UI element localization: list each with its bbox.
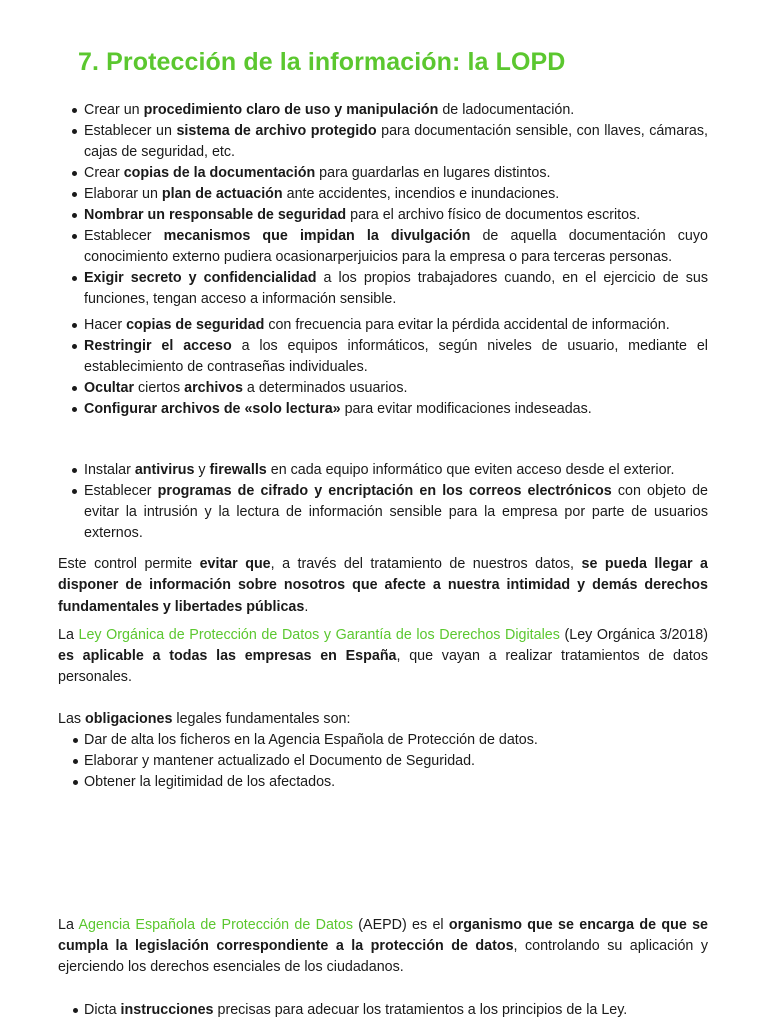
- text-run: ante accidentes, incendios e inundaciones.: [282, 186, 560, 202]
- bold-text: archivos: [184, 380, 243, 396]
- text-run: Instalar: [84, 462, 135, 478]
- list-item: [58, 226, 708, 268]
- text-run: (AEPD) es el: [352, 917, 449, 933]
- list-item: [58, 399, 708, 420]
- list-item: [58, 336, 708, 378]
- list-item: [58, 772, 708, 793]
- bold-text: instrucciones: [120, 1002, 214, 1018]
- text-run: para evitar modificaciones indeseadas.: [340, 401, 592, 417]
- text-run: Crear: [84, 165, 124, 181]
- text-run: , controlando su aplicación y ejerciendo los derechos esenciales de los ciudadanos.: [58, 938, 708, 975]
- section-title: 7. Protección de la información: la LOPD: [78, 48, 566, 76]
- bold-text: es aplicable a todas las empresas en España: [58, 648, 397, 664]
- text-run: , que vayan a realizar tratamientos de datos personales.: [58, 648, 708, 685]
- text-run: (Ley Orgánica 3/2018): [559, 627, 709, 643]
- bold-text: Exigir secreto y confidencialidad: [84, 270, 317, 286]
- text-run: La: [58, 627, 79, 643]
- list-item: [58, 100, 708, 121]
- bold-text: copias de seguridad: [126, 317, 265, 333]
- bold-text: antivirus: [134, 462, 195, 478]
- text-run: Crear un: [84, 102, 144, 118]
- aepd-paragraph: [58, 915, 708, 978]
- law-paragraph-block: [58, 625, 708, 688]
- bold-text: evitar que: [199, 556, 271, 572]
- text-run: Establecer: [84, 483, 158, 499]
- text-run: y: [194, 462, 210, 478]
- text-run: a determinados usuarios.: [242, 380, 408, 396]
- text-run: en cada equipo informático que eviten acceso desde el exterior.: [266, 462, 675, 478]
- text-run: Establecer un: [84, 123, 177, 139]
- bold-text: Configurar archivos de «solo lectura»: [84, 401, 341, 417]
- text-run: .: [304, 598, 309, 615]
- text-run: La: [58, 917, 79, 933]
- text-run: con frecuencia para evitar la pérdida accidental de información.: [264, 317, 670, 333]
- text-run: para el archivo físico de documentos escritos.: [346, 207, 641, 223]
- bold-text: organismo que se encarga de que se cumpla la legislación correspondiente a la protección de datos: [58, 917, 709, 954]
- measures-list-3: [58, 460, 708, 544]
- list-item: [58, 481, 708, 544]
- text-run: Este control permite: [58, 556, 200, 572]
- text-run: a los propios trabajadores cuando, en el ejercicio de sus funciones, tengan acceso a información sensible.: [84, 270, 708, 307]
- bold-text: sistema de archivo protegido: [176, 123, 377, 139]
- highlighted-term: Agencia Española de Protección de Datos: [78, 917, 353, 933]
- law-paragraph: [58, 625, 708, 688]
- text-run: de aquella documentación cuyo conocimiento externo pudiera ocasionarperjuicios para la empresa o para terceras personas.: [84, 228, 708, 265]
- text-run: Las: [58, 711, 86, 727]
- bold-text: copias de la documentación: [123, 165, 316, 181]
- bold-text: obligaciones: [85, 711, 173, 727]
- text-run: Dicta: [84, 1002, 121, 1018]
- text-run: a los equipos informáticos, según niveles de usuario, mediante el establecimiento de contraseñas individuales.: [84, 338, 708, 375]
- bold-text: firewalls: [209, 462, 267, 478]
- bold-text: Nombrar un responsable de seguridad: [84, 207, 347, 223]
- text-run: Elaborar un: [84, 186, 162, 202]
- list-item: [58, 1000, 708, 1021]
- obligations-list: [58, 730, 708, 793]
- list-item: [58, 268, 708, 310]
- text-run: Hacer: [84, 317, 127, 333]
- text-run: , a través del tratamiento de nuestros datos,: [270, 556, 582, 572]
- measures-list-3-block: [58, 460, 708, 544]
- text-run: Establecer: [84, 228, 164, 244]
- measures-list-2-block: [58, 315, 708, 420]
- list-item: [58, 751, 708, 772]
- list-item: [58, 121, 708, 163]
- obligations-intro: [58, 709, 708, 730]
- bold-text: mecanismos que impidan la divulgación: [163, 228, 471, 244]
- bold-text: plan de actuación: [161, 186, 283, 202]
- text-run: precisas para adecuar los tratamientos a los principios de la Ley.: [213, 1002, 628, 1018]
- bold-text: se pueda llegar a disponer de información sobre nosotros que afecte a nuestra intimidad y demás derechos fundamentales y libertades públicas: [58, 556, 708, 615]
- list-item: [58, 205, 708, 226]
- bold-text: procedimiento claro de uso y manipulación: [143, 102, 439, 118]
- text-run: Obtener la legitimidad de los afectados.: [84, 774, 336, 790]
- highlighted-term: Ley Orgánica de Protección de Datos y Garantía de los Derechos Digitales: [78, 627, 560, 643]
- list-item: [58, 460, 708, 481]
- bold-text: Ocultar: [84, 380, 135, 396]
- bold-text: Restringir el acceso: [84, 338, 232, 354]
- text-run: para guardarlas en lugares distintos.: [315, 165, 551, 181]
- list-item: [58, 315, 708, 336]
- list-item: [58, 163, 708, 184]
- text-run: Elaborar y mantener actualizado el Documento de Seguridad.: [84, 753, 476, 769]
- bold-text: programas de cifrado y encriptación en los correos electrónicos: [157, 483, 612, 499]
- measures-list-1-block: [58, 100, 708, 310]
- text-run: legales fundamentales son:: [172, 711, 351, 727]
- list-item: [58, 378, 708, 399]
- measures-list-1: [58, 100, 708, 310]
- aepd-functions-block: [58, 1000, 708, 1021]
- control-paragraph: [58, 554, 708, 618]
- aepd-functions-list: [58, 1000, 708, 1021]
- list-item: [58, 184, 708, 205]
- measures-list-2: [58, 315, 708, 420]
- text-run: de ladocumentación.: [438, 102, 575, 118]
- obligations-block: [58, 709, 708, 793]
- control-paragraph-block: [58, 554, 708, 618]
- text-run: Dar de alta los ficheros en la Agencia Española de Protección de datos.: [84, 732, 538, 748]
- list-item: [58, 730, 708, 751]
- text-run: para documentación sensible, con llaves, cámaras, cajas de seguridad, etc.: [84, 123, 708, 160]
- text-run: ciertos: [134, 380, 185, 396]
- text-run: con objeto de evitar la intrusión y la lectura de información sensible para la empresa por parte de usuarios externos.: [84, 483, 708, 541]
- aepd-paragraph-block: [58, 915, 708, 978]
